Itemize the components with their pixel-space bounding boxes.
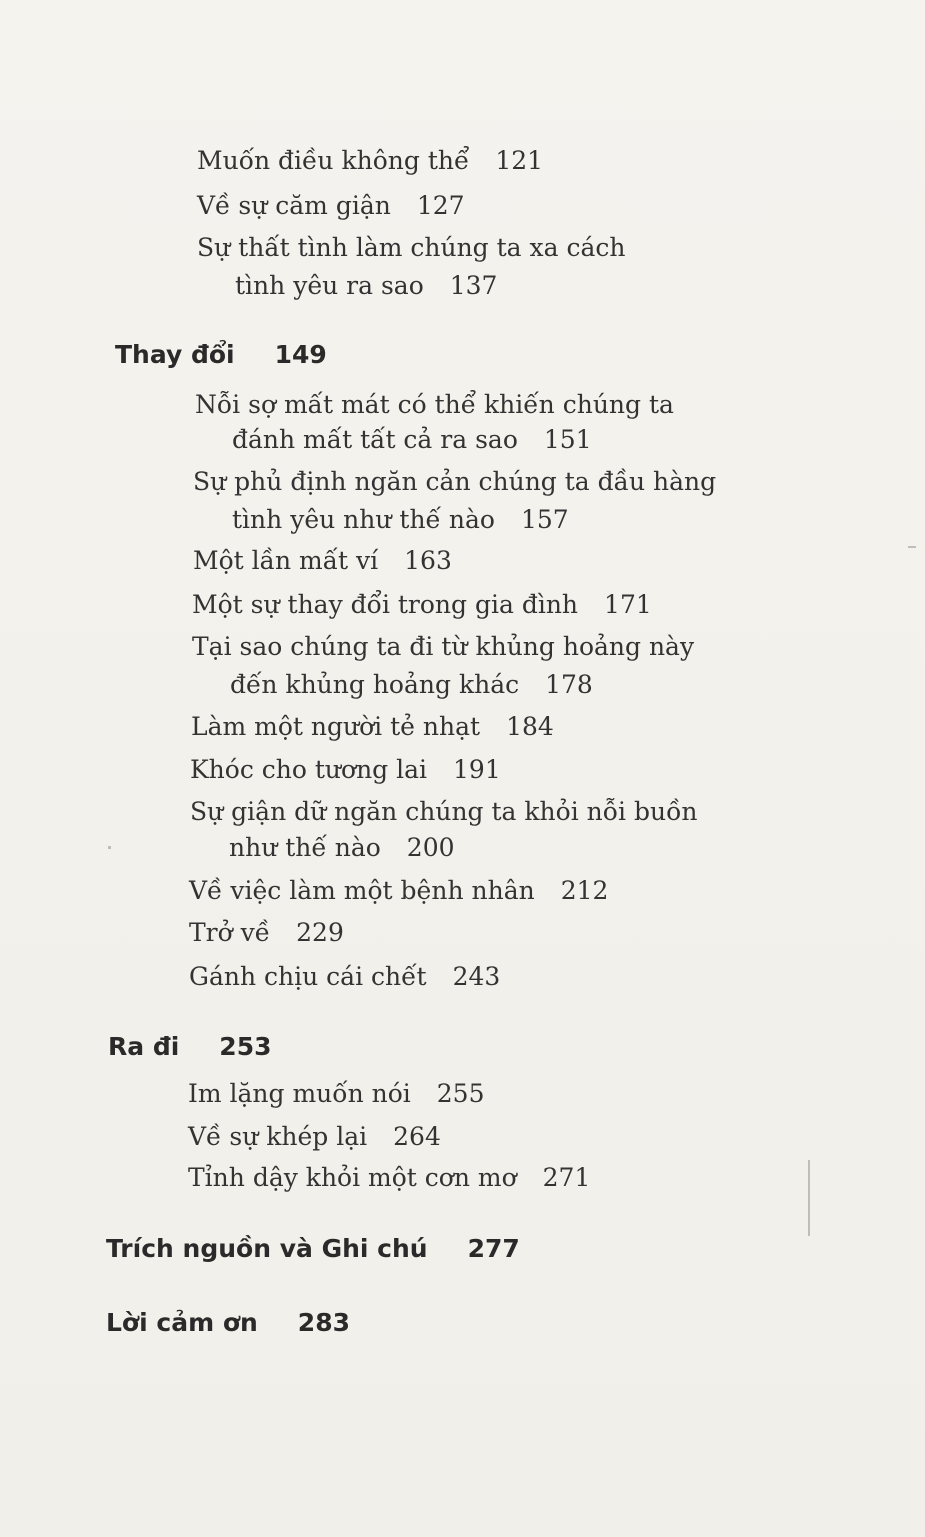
toc-entry-page: 184 (506, 712, 554, 741)
toc-entry (193, 546, 452, 575)
toc-entry-title: Nỗi sợ mất mát có thể khiến chúng ta (195, 390, 674, 419)
toc-entry-title-cont: đến khủng hoảng khác (230, 670, 520, 699)
toc-entry-title-cont: đánh mất tất cả ra sao (232, 425, 518, 454)
toc-entry-title-cont: như thế nào (229, 833, 381, 862)
toc-entry (195, 390, 674, 419)
toc-entry-title: Im lặng muốn nói (188, 1079, 411, 1108)
toc-entry-title: Về việc làm một bệnh nhân (189, 876, 535, 905)
toc-entry-page: 178 (545, 670, 593, 699)
toc-entry-title: Trở về (189, 918, 271, 947)
toc-entry (188, 1079, 485, 1108)
toc-entry-continuation (230, 670, 593, 699)
toc-entry-continuation (229, 833, 455, 862)
toc-entry-continuation (232, 425, 592, 454)
print-mark (808, 1160, 810, 1236)
toc-entry-page: 137 (449, 271, 498, 300)
toc-entry-page: 212 (560, 876, 609, 905)
toc-entry-page: 271 (542, 1163, 591, 1192)
toc-entry-page: 157 (520, 505, 569, 534)
toc-entry-title: Sự giận dữ ngăn chúng ta khỏi nỗi buồn (190, 797, 698, 826)
toc-section (106, 1234, 520, 1263)
toc-entry (189, 876, 608, 905)
toc-entry-page: 229 (296, 918, 344, 947)
toc-entry (188, 1122, 441, 1151)
toc-section-page: 283 (297, 1308, 350, 1337)
toc-entry-page: 255 (436, 1079, 485, 1108)
toc-entry (192, 590, 652, 619)
toc-section-title: Thay đổi (115, 340, 235, 369)
toc-section (108, 1032, 271, 1061)
toc-entry-continuation (232, 505, 569, 534)
print-mark (108, 846, 111, 849)
toc-section-page: 149 (274, 340, 327, 369)
toc-entry-page: 191 (453, 755, 501, 784)
toc-entry-title: Muốn điều không thể (197, 146, 470, 175)
toc-entry (188, 1163, 590, 1192)
toc-entry-page: 171 (604, 590, 652, 619)
toc-entry-title-cont: tình yêu ra sao (235, 271, 424, 300)
toc-entry (189, 962, 500, 991)
toc-entry-page: 121 (495, 146, 544, 175)
toc-entry-page: 151 (543, 425, 592, 454)
toc-entry-page: 200 (406, 833, 455, 862)
toc-section-title: Ra đi (108, 1032, 180, 1061)
toc-entry-title: Tại sao chúng ta đi từ khủng hoảng này (192, 632, 695, 661)
toc-section-page: 253 (219, 1032, 272, 1061)
toc-entry (193, 467, 716, 496)
toc-entry (191, 712, 554, 741)
toc-entry-continuation (235, 271, 497, 300)
print-mark (908, 546, 916, 548)
toc-entry-title: Tỉnh dậy khỏi một cơn mơ (188, 1163, 517, 1192)
toc-entry-title: Gánh chịu cái chết (189, 962, 427, 991)
toc-entry (197, 146, 543, 175)
toc-section-title: Lời cảm ơn (106, 1308, 258, 1337)
toc-entry-page: 243 (452, 962, 501, 991)
toc-entry-title: Khóc cho tương lai (190, 755, 428, 784)
toc-entry-page: 127 (416, 191, 465, 220)
toc-entry-title: Sự phủ định ngăn cản chúng ta đầu hàng (193, 467, 717, 496)
toc-section-title: Trích nguồn và Ghi chú (106, 1234, 428, 1263)
toc-entry (197, 191, 465, 220)
toc-entry-title-cont: tình yêu như thế nào (232, 505, 495, 534)
toc-entry-title: Về sự khép lại (188, 1122, 368, 1151)
toc-entry (192, 632, 694, 661)
toc-entry (197, 233, 626, 262)
toc-section (115, 340, 327, 369)
toc-entry-page: 163 (404, 546, 452, 575)
toc-entry (189, 918, 344, 947)
toc-entry (190, 797, 697, 826)
toc-section (106, 1308, 350, 1337)
toc-section-page: 277 (467, 1234, 520, 1263)
toc-entry-page: 264 (393, 1122, 441, 1151)
toc-entry-title: Về sự căm giận (197, 191, 391, 220)
toc-entry-title: Làm một người tẻ nhạt (191, 712, 481, 741)
toc-entry-title: Một lần mất ví (193, 546, 379, 575)
toc-entry-title: Sự thất tình làm chúng ta xa cách (197, 233, 626, 262)
toc-entry-title: Một sự thay đổi trong gia đình (192, 590, 579, 619)
toc-entry (190, 755, 501, 784)
